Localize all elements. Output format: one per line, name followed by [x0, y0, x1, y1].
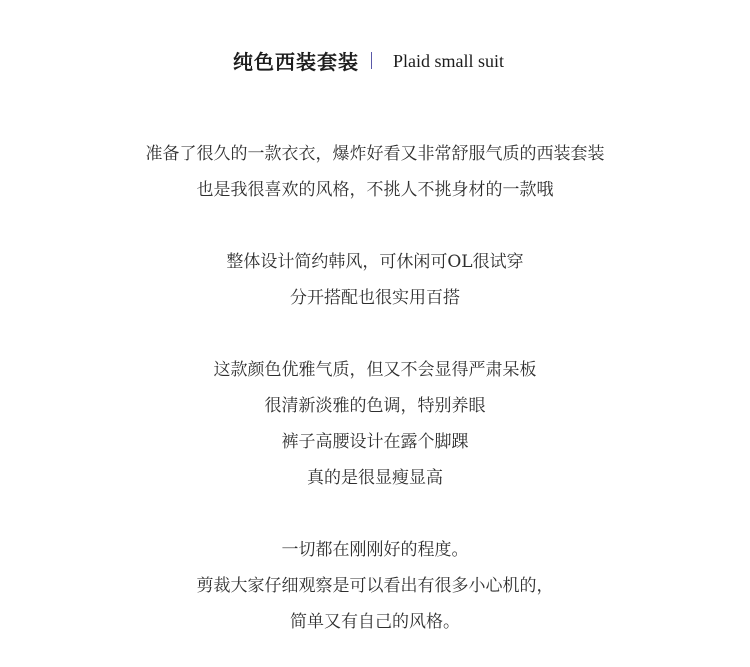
paragraph-line: 裤子高腰设计在露个脚踝 [281, 432, 469, 452]
paragraph-line: 很清新淡雅的色调，特别养眼 [264, 396, 486, 416]
paragraph-line: 剪裁大家仔细观察是可以看出有很多小心机的， [196, 576, 554, 596]
paragraph-design [0, 244, 750, 316]
paragraph-color [0, 352, 750, 496]
title-chinese: 纯色西装套装 [232, 50, 359, 74]
paragraph-cut [0, 532, 750, 640]
paragraph-line: 分开搭配也很实用百搭 [290, 288, 460, 308]
section-header [0, 46, 750, 80]
paragraph-line: 准备了很久的一款衣衣，爆炸好看又非常舒服气质的西装套装 [145, 144, 605, 164]
paragraph-line: 也是我很喜欢的风格，不挑人不挑身材的一款哦 [196, 180, 554, 200]
paragraph-intro [0, 136, 750, 208]
paragraph-line: 简单又有自己的风格。 [290, 612, 460, 632]
paragraph-line: 真的是很显瘦显高 [307, 468, 443, 488]
title-divider [371, 52, 372, 69]
title-english: Plaid small suit [392, 51, 504, 71]
paragraph-line: 一切都在刚刚好的程度。 [281, 540, 469, 560]
paragraph-line: 这款颜色优雅气质，但又不会显得严肃呆板 [213, 360, 537, 380]
paragraph-line: 整体设计简约韩风，可休闲可OL很试穿 [226, 252, 524, 272]
